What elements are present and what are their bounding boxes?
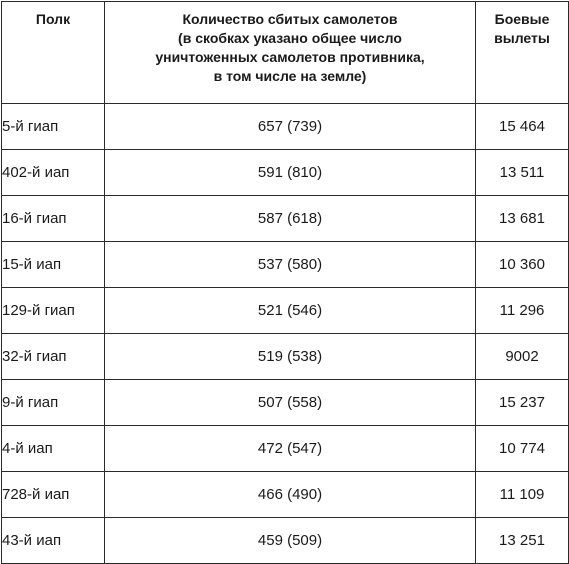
kills-cell: 507 (558): [105, 380, 476, 426]
sorties-cell: 13 511: [476, 150, 569, 196]
kills-cell: 587 (618): [105, 196, 476, 242]
table-row: [2, 380, 569, 426]
sorties-cell: 9002: [476, 334, 569, 380]
kills-cell: 459 (509): [105, 518, 476, 564]
kills-cell: 472 (547): [105, 426, 476, 472]
table-row: [2, 472, 569, 518]
regiment-cell: 32-й гиап: [2, 334, 105, 380]
kills-cell: 537 (580): [105, 242, 476, 288]
header-sorties-line: Боевые: [494, 11, 550, 27]
kills-cell: 519 (538): [105, 334, 476, 380]
table-row: [2, 334, 569, 380]
table-row: [2, 242, 569, 288]
sorties-cell: 11 109: [476, 472, 569, 518]
regiment-cell: 9-й гиап: [2, 380, 105, 426]
table-header: [2, 2, 569, 104]
header-regiment: Полк: [2, 2, 105, 104]
header-kills-line: в том числе на земле): [213, 68, 367, 84]
regiment-cell: 4-й иап: [2, 426, 105, 472]
table-row: [2, 196, 569, 242]
kills-cell: 657 (739): [105, 104, 476, 150]
sorties-cell: 15 464: [476, 104, 569, 150]
header-kills-line: уничтоженных самолетов противника,: [155, 49, 425, 65]
table-body: [2, 104, 569, 564]
regiment-cell: 402-й иап: [2, 150, 105, 196]
header-kills-line: (в скобках указано общее число: [178, 30, 402, 46]
header-row: [2, 2, 569, 104]
regiment-cell: 5-й гиап: [2, 104, 105, 150]
header-sorties-line: вылеты: [494, 30, 550, 46]
kills-cell: 521 (546): [105, 288, 476, 334]
sorties-cell: 13 681: [476, 196, 569, 242]
regiments-table: [1, 1, 569, 564]
regiment-cell: 43-й иап: [2, 518, 105, 564]
regiment-cell: 15-й иап: [2, 242, 105, 288]
table-row: [2, 104, 569, 150]
table-row: [2, 518, 569, 564]
regiment-cell: 728-й иап: [2, 472, 105, 518]
header-kills-line: Количество сбитых самолетов: [182, 11, 398, 27]
sorties-cell: 11 296: [476, 288, 569, 334]
table-row: [2, 150, 569, 196]
table-row: [2, 288, 569, 334]
regiment-cell: 129-й гиап: [2, 288, 105, 334]
table-row: [2, 426, 569, 472]
sorties-cell: 10 360: [476, 242, 569, 288]
kills-cell: 466 (490): [105, 472, 476, 518]
header-sorties: [476, 2, 569, 104]
sorties-cell: 15 237: [476, 380, 569, 426]
sorties-cell: 10 774: [476, 426, 569, 472]
regiment-cell: 16-й гиап: [2, 196, 105, 242]
kills-cell: 591 (810): [105, 150, 476, 196]
sorties-cell: 13 251: [476, 518, 569, 564]
header-kills: [105, 2, 476, 104]
